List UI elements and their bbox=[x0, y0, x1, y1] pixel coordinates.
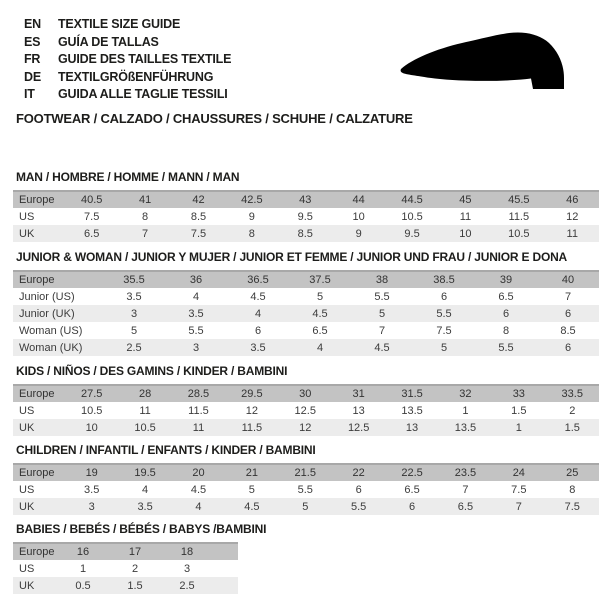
table-row bbox=[13, 464, 599, 481]
size-cell: 19.5 bbox=[118, 464, 171, 481]
size-cell: 12.5 bbox=[294, 404, 316, 417]
size-cell: 5.5 bbox=[413, 305, 475, 322]
size-cell: 45 bbox=[439, 191, 492, 208]
language-code: IT bbox=[24, 87, 35, 101]
row-label: UK bbox=[13, 498, 65, 515]
size-cell: 4 bbox=[172, 498, 225, 515]
row-label: Woman (UK) bbox=[13, 339, 103, 356]
language-code: DE bbox=[24, 69, 41, 84]
size-cell: 10.5 bbox=[118, 419, 171, 436]
table-title-kids: KIDS / NIÑOS / DES GAMINS / KINDER / BAMBINI bbox=[16, 364, 288, 378]
size-cell: 8 bbox=[142, 210, 149, 223]
size-cell: 6 bbox=[537, 339, 599, 356]
size-cell: 11 bbox=[139, 404, 151, 417]
size-cell: 3 bbox=[165, 339, 227, 356]
size-cell: 6 bbox=[537, 305, 599, 322]
language-row-fr bbox=[24, 51, 231, 69]
size-cell: 7 bbox=[462, 483, 469, 496]
size-cell: 38 bbox=[351, 271, 413, 288]
section-kids bbox=[13, 365, 599, 436]
language-row-es bbox=[24, 34, 231, 52]
size-cell: 11.5 bbox=[225, 419, 278, 436]
table-row bbox=[13, 225, 599, 242]
size-cell: 40.5 bbox=[65, 191, 118, 208]
language-code: FR bbox=[24, 52, 41, 66]
size-cell: 3 bbox=[103, 305, 165, 322]
size-cell: 6 bbox=[254, 324, 262, 337]
filler-cell bbox=[213, 560, 238, 577]
table-row bbox=[13, 191, 599, 208]
language-list bbox=[24, 16, 231, 104]
language-label: TEXTILGRÖßENFÜHRUNG bbox=[58, 69, 214, 84]
size-cell: 7 bbox=[492, 498, 545, 515]
size-cell: 4 bbox=[192, 290, 200, 303]
table-title-babies: BABIES / BEBÉS / BÉBÉS / BABYS /BAMBINI bbox=[16, 522, 267, 536]
size-cell: 1 bbox=[79, 562, 87, 575]
size-cell: 20 bbox=[172, 464, 225, 481]
size-cell: 11 bbox=[459, 210, 472, 223]
size-cell: 39 bbox=[475, 271, 537, 288]
size-cell: 36.5 bbox=[227, 271, 289, 288]
table-row bbox=[13, 543, 238, 560]
size-cell: 4.5 bbox=[190, 483, 207, 496]
size-cell: 24 bbox=[492, 464, 545, 481]
size-cell: 10.5 bbox=[492, 225, 545, 242]
row-label: UK bbox=[13, 577, 57, 594]
size-cell: 3.5 bbox=[126, 290, 142, 303]
size-cell: 11 bbox=[172, 419, 225, 436]
size-cell: 28.5 bbox=[172, 385, 225, 402]
size-cell: 1.5 bbox=[546, 419, 599, 436]
size-cell: 8.5 bbox=[560, 324, 576, 337]
size-cell: 12 bbox=[566, 210, 579, 223]
row-label: UK bbox=[13, 225, 65, 242]
size-cell: 37.5 bbox=[289, 271, 351, 288]
size-cell: 13 bbox=[385, 419, 438, 436]
table-row bbox=[13, 481, 599, 498]
table-title-man: MAN / HOMBRE / HOMME / MANN / MAN bbox=[16, 170, 240, 184]
size-cell: 13.5 bbox=[439, 419, 492, 436]
row-label: Europe bbox=[13, 543, 57, 560]
size-cell: 35.5 bbox=[103, 271, 165, 288]
size-cell: 5 bbox=[351, 305, 413, 322]
row-label: US bbox=[19, 404, 35, 417]
size-cell: 9.5 bbox=[385, 225, 438, 242]
table-row bbox=[13, 271, 599, 288]
size-cell: 38.5 bbox=[413, 271, 475, 288]
language-label: GUIDE DES TAILLES TEXTILE bbox=[58, 52, 232, 66]
size-cell: 7 bbox=[378, 324, 386, 337]
size-cell: 31 bbox=[332, 385, 385, 402]
size-cell: 46 bbox=[546, 191, 599, 208]
size-cell: 27.5 bbox=[65, 385, 118, 402]
size-cell: 16 bbox=[57, 543, 109, 560]
size-cell: 44.5 bbox=[385, 191, 438, 208]
size-cell: 12 bbox=[245, 404, 258, 417]
row-label: US bbox=[19, 562, 35, 575]
size-cell: 6.5 bbox=[498, 290, 514, 303]
size-cell: 9.5 bbox=[297, 210, 313, 223]
size-cell: 29.5 bbox=[225, 385, 278, 402]
size-cell: 19 bbox=[65, 464, 118, 481]
size-cell: 3.5 bbox=[227, 339, 289, 356]
table-row bbox=[13, 288, 599, 305]
row-label: Junior (UK) bbox=[13, 305, 103, 322]
size-cell: 6 bbox=[355, 483, 362, 496]
language-label: TEXTILE SIZE GUIDE bbox=[58, 17, 181, 31]
table-row bbox=[13, 402, 599, 419]
size-cell: 6 bbox=[440, 290, 448, 303]
size-cell: 5.5 bbox=[374, 290, 390, 303]
size-cell: 42.5 bbox=[225, 191, 278, 208]
size-cell: 3.5 bbox=[84, 483, 100, 496]
size-cell: 8 bbox=[502, 324, 510, 337]
language-code: ES bbox=[24, 34, 41, 49]
size-cell: 8 bbox=[225, 225, 278, 242]
table-row bbox=[13, 385, 599, 402]
table-row bbox=[13, 498, 599, 515]
table-row bbox=[13, 419, 599, 436]
size-table-junior-woman bbox=[13, 270, 599, 356]
size-cell: 30 bbox=[279, 385, 332, 402]
language-label: GUÍA DE TALLAS bbox=[58, 34, 159, 49]
table-row bbox=[13, 560, 238, 577]
table-row bbox=[13, 577, 238, 594]
size-cell: 5.5 bbox=[475, 339, 537, 356]
table-row bbox=[13, 305, 599, 322]
size-cell: 28 bbox=[118, 385, 171, 402]
size-cell: 8.5 bbox=[190, 210, 207, 223]
size-cell: 3.5 bbox=[118, 498, 171, 515]
size-cell: 3.5 bbox=[165, 305, 227, 322]
table-row bbox=[13, 339, 599, 356]
size-cell: 10 bbox=[65, 419, 118, 436]
size-cell: 43 bbox=[279, 191, 332, 208]
size-cell: 4.5 bbox=[225, 498, 278, 515]
size-cell: 7.5 bbox=[436, 324, 452, 337]
row-label: Europe bbox=[13, 385, 65, 402]
size-cell: 0.5 bbox=[57, 577, 109, 594]
size-cell: 2.5 bbox=[103, 339, 165, 356]
section-man bbox=[13, 171, 599, 242]
size-cell: 7.5 bbox=[511, 483, 527, 496]
language-code: EN bbox=[24, 17, 41, 31]
size-cell: 10.5 bbox=[80, 404, 103, 417]
size-cell: 4 bbox=[227, 305, 289, 322]
size-cell: 4.5 bbox=[351, 339, 413, 356]
size-cell: 40 bbox=[537, 271, 599, 288]
row-label: UK bbox=[13, 419, 65, 436]
size-cell: 5.5 bbox=[332, 498, 385, 515]
size-cell: 1.5 bbox=[511, 404, 527, 417]
size-cell: 4.5 bbox=[289, 305, 351, 322]
size-cell: 17 bbox=[109, 543, 161, 560]
size-cell: 5 bbox=[248, 483, 255, 496]
filler-cell bbox=[213, 577, 238, 594]
size-cell: 6 bbox=[475, 305, 537, 322]
size-table-babies bbox=[13, 542, 238, 594]
size-cell: 25 bbox=[546, 464, 599, 481]
size-cell: 12.5 bbox=[332, 419, 385, 436]
size-cell: 2 bbox=[569, 404, 576, 417]
size-cell: 1 bbox=[462, 404, 469, 417]
size-cell: 6.5 bbox=[404, 483, 420, 496]
size-cell: 33.5 bbox=[546, 385, 599, 402]
size-cell: 7 bbox=[564, 290, 572, 303]
language-row-de bbox=[24, 69, 231, 87]
table-row bbox=[13, 208, 599, 225]
size-cell: 11.5 bbox=[188, 404, 209, 417]
section-babies bbox=[13, 523, 266, 594]
size-cell: 10.5 bbox=[401, 210, 423, 223]
language-row-en bbox=[24, 16, 231, 34]
size-cell: 12 bbox=[279, 419, 332, 436]
size-cell: 21 bbox=[225, 464, 278, 481]
size-cell: 10 bbox=[352, 210, 365, 223]
size-cell: 6.5 bbox=[65, 225, 118, 242]
size-cell: 23.5 bbox=[439, 464, 492, 481]
size-cell: 1.5 bbox=[109, 577, 161, 594]
size-cell: 22.5 bbox=[385, 464, 438, 481]
size-cell: 6.5 bbox=[439, 498, 492, 515]
size-cell: 33 bbox=[492, 385, 545, 402]
category-heading: FOOTWEAR / CALZADO / CHAUSSURES / SCHUHE / CALZATURE bbox=[16, 111, 413, 126]
size-table-kids bbox=[13, 384, 599, 436]
language-label: GUIDA ALLE TAGLIE TESSILI bbox=[58, 87, 228, 101]
size-cell: 7.5 bbox=[84, 210, 100, 223]
size-cell: 7.5 bbox=[546, 498, 599, 515]
size-cell: 41 bbox=[118, 191, 171, 208]
size-table-children bbox=[13, 463, 599, 515]
section-junior-woman bbox=[13, 251, 599, 356]
size-cell: 4.5 bbox=[250, 290, 266, 303]
size-cell: 8.5 bbox=[279, 225, 332, 242]
size-cell: 31.5 bbox=[385, 385, 438, 402]
shoe-icon bbox=[396, 31, 574, 93]
size-cell: 8 bbox=[569, 483, 576, 496]
size-cell: 44 bbox=[332, 191, 385, 208]
table-title-junior-woman: JUNIOR & WOMAN / JUNIOR Y MUJER / JUNIOR ET FEMME / JUNIOR UND FRAU / JUNIOR E DONA bbox=[16, 250, 568, 264]
size-cell: 3 bbox=[65, 498, 118, 515]
size-cell: 13.5 bbox=[401, 404, 423, 417]
size-cell: 45.5 bbox=[492, 191, 545, 208]
row-label: Europe bbox=[13, 464, 65, 481]
size-cell: 2 bbox=[131, 562, 139, 575]
size-cell: 11 bbox=[546, 225, 599, 242]
size-cell: 32 bbox=[439, 385, 492, 402]
size-cell: 4 bbox=[289, 339, 351, 356]
row-label: Junior (US) bbox=[19, 290, 75, 303]
filler-cell bbox=[213, 543, 238, 560]
size-cell: 36 bbox=[165, 271, 227, 288]
section-children bbox=[13, 444, 599, 515]
size-cell: 7 bbox=[118, 225, 171, 242]
size-cell: 22 bbox=[332, 464, 385, 481]
size-cell: 21.5 bbox=[279, 464, 332, 481]
size-cell: 5 bbox=[316, 290, 324, 303]
size-cell: 18 bbox=[161, 543, 213, 560]
row-label: Europe bbox=[13, 191, 65, 208]
size-cell: 9 bbox=[248, 210, 255, 223]
size-cell: 9 bbox=[332, 225, 385, 242]
size-cell: 10 bbox=[439, 225, 492, 242]
table-title-children: CHILDREN / INFANTIL / ENFANTS / KINDER / BAMBINI bbox=[16, 443, 316, 457]
row-label: Europe bbox=[13, 271, 103, 288]
size-cell: 4 bbox=[142, 483, 149, 496]
table-row bbox=[13, 322, 599, 339]
size-cell: 5 bbox=[279, 498, 332, 515]
size-cell: 5 bbox=[413, 339, 475, 356]
size-cell: 2.5 bbox=[161, 577, 213, 594]
language-row-it bbox=[24, 86, 231, 104]
size-cell: 5.5 bbox=[188, 324, 204, 337]
size-cell: 6 bbox=[385, 498, 438, 515]
size-cell: 3 bbox=[183, 562, 191, 575]
size-cell: 7.5 bbox=[172, 225, 225, 242]
size-table-man bbox=[13, 190, 599, 242]
size-cell: 6.5 bbox=[312, 324, 328, 337]
size-cell: 1 bbox=[492, 419, 545, 436]
size-cell: 5.5 bbox=[297, 483, 313, 496]
row-label: US bbox=[19, 483, 35, 496]
size-cell: 11.5 bbox=[508, 210, 530, 223]
size-cell: 13 bbox=[352, 404, 365, 417]
row-label: US bbox=[19, 210, 35, 223]
size-cell: 5 bbox=[130, 324, 138, 337]
size-cell: 42 bbox=[172, 191, 225, 208]
row-label: Woman (US) bbox=[19, 324, 83, 337]
